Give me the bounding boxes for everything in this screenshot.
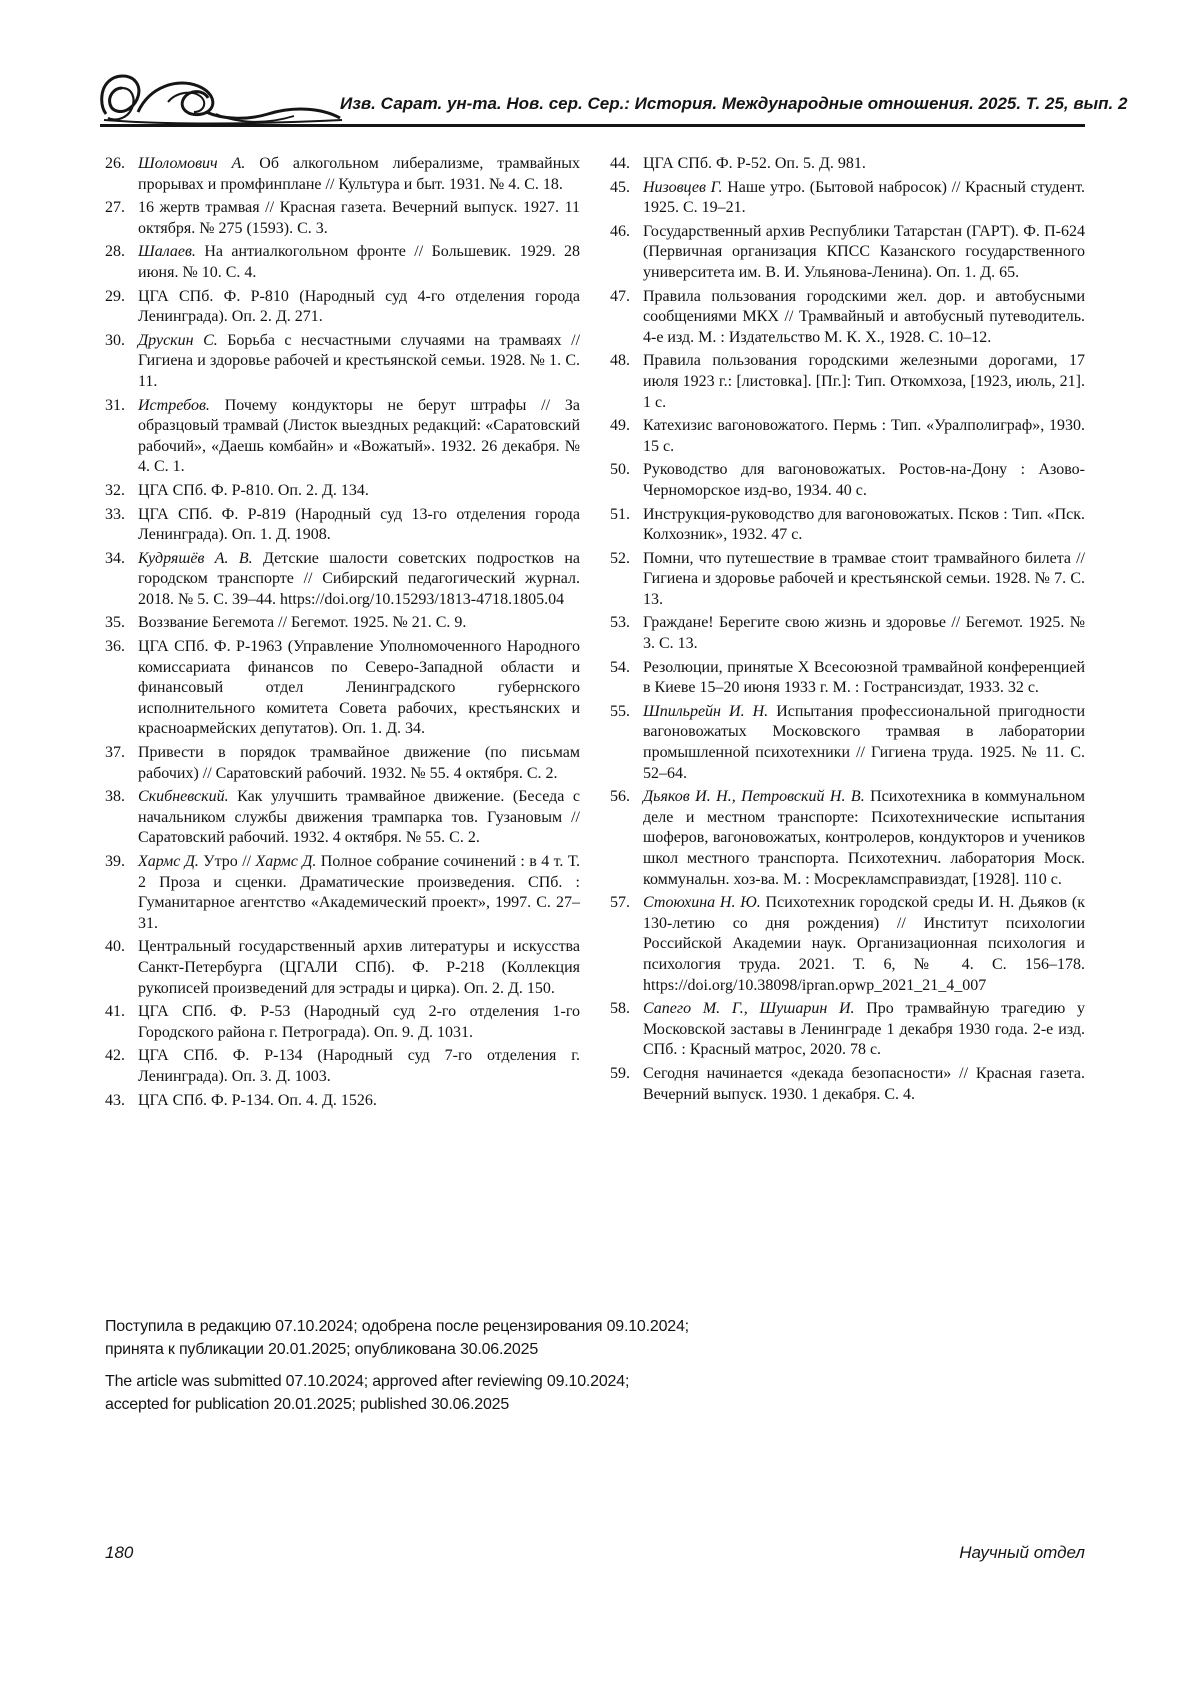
reference-item (105, 613, 580, 634)
reference-text: Привести в порядок трамвайное движение (по письмам рабочих) // Саратовский рабочий. 1932. № 55. 4 октября. С. 2. (138, 744, 580, 782)
reference-text: ЦГА СПб. Ф. Р-52. Оп. 5. Д. 981. (643, 155, 866, 172)
reference-item (610, 505, 1085, 546)
reference-number: 36. (105, 638, 125, 656)
reference-number: 51. (610, 505, 630, 523)
reference-item (610, 1064, 1085, 1105)
dates-en-line1: The article was submitted 07.10.2024; approved after reviewing 09.10.2024; (105, 1373, 630, 1390)
reference-number: 59. (610, 1064, 630, 1082)
reference-item (610, 549, 1085, 611)
reference-number: 38. (105, 788, 125, 806)
reference-item (105, 937, 580, 999)
reference-text: ЦГА СПб. Ф. Р-810. Оп. 2. Д. 134. (138, 481, 369, 499)
reference-text: Истребов. Почему кондукторы не берут штрафы // За образцовый трамвай (Листок выездных редакций: «Саратовский рабочий», «Даешь комбайн» и «Вожатый». 1932. 26 декабря. № 4. С. 1. (138, 396, 580, 476)
reference-text: Шоломович А. Об алкогольном либерализме, трамвайных прорывах и промфинплане // Культура и быт. 1931. № 4. С. 18. (138, 155, 581, 193)
running-footer (105, 1543, 1085, 1563)
reference-number: 55. (610, 702, 630, 720)
reference-item (105, 743, 580, 784)
reference-text: Помни, что путешествие в трамвае стоит трамвайного билета // Гигиена и здоровье рабочей и крестьянской семьи. 1928. № 7. С. 13. (643, 549, 1085, 608)
reference-number: 33. (105, 505, 125, 523)
dates-russian (105, 1315, 1085, 1361)
reference-item (105, 505, 580, 546)
reference-number: 53. (610, 614, 630, 632)
reference-number: 47. (610, 287, 630, 305)
reference-text: ЦГА СПб. Ф. Р-819 (Народный суд 13-го отделения города Ленинграда). Оп. 1. Д. 1908. (138, 505, 580, 544)
reference-number: 37. (105, 744, 125, 762)
dates-en-line2: accepted for publication 20.01.2025; published 30.06.2025 (105, 1396, 510, 1413)
reference-number: 48. (610, 352, 630, 370)
reference-text: Воззвание Бегемота // Бегемот. 1925. № 21. С. 9. (138, 614, 467, 632)
reference-text: ЦГА СПб. Ф. Р-1963 (Управление Уполномоченного Народного комиссариата финансов по Северо-Западной области и финансовый отдел Ленинградского губернского исполнительного комитета Совета рабочих, крестьянских и красноармейских депутатов). Оп. 1. Д. 34. (138, 638, 580, 738)
references-column-left (105, 154, 580, 1114)
reference-number: 45. (610, 178, 630, 196)
reference-number: 39. (105, 853, 125, 870)
reference-text: Шалаев. На антиалкогольном фронте // Большевик. 1929. 28 июня. № 10. С. 4. (138, 243, 580, 281)
reference-text: 16 жертв трамвая // Красная газета. Вечерний выпуск. 1927. 11 октября. № 275 (1593). С. 3. (138, 199, 580, 237)
reference-number: 34. (105, 549, 125, 567)
reference-text: Шпильрейн И. Н. Испытания профессиональной пригодности вагоновожатых Московского трамвая в лаборатории промышленной психотехники // Гигиена труда. 1925. № 11. С. 52–64. (643, 702, 1086, 782)
reference-text: Низовцев Г. Наше утро. (Бытовой набросок) // Красный студент. 1925. С. 19–21. (643, 178, 1086, 217)
reference-text: Сегодня начинается «декада безопасности» // Красная газета. Вечерний выпуск. 1930. 1 декабря. С. 4. (643, 1064, 1085, 1103)
references-list (105, 154, 1085, 1114)
reference-item (105, 331, 580, 393)
reference-item (610, 178, 1085, 219)
reference-text: Граждане! Берегите свою жизнь и здоровье // Бегемот. 1925. № 3. С. 13. (643, 614, 1085, 653)
reference-item (610, 416, 1085, 457)
reference-item (610, 613, 1085, 654)
reference-text: Руководство для вагоновожатых. Ростов-на-Дону : Азово-Черноморское изд-во, 1934. 40 с. (643, 461, 1085, 499)
reference-text: Правила пользования городскими железными дорогами, 17 июля 1923 г.: [листовка]. [Пг.]: Тип. Откомхоза, [1923, июль, 21]. 1 с. (643, 352, 1085, 411)
reference-item (105, 154, 580, 195)
reference-number: 44. (610, 155, 630, 172)
reference-number: 58. (610, 1000, 630, 1018)
reference-item (610, 154, 1085, 175)
page-number: 180 (105, 1543, 134, 1562)
journal-logo-flourish-icon (98, 68, 348, 126)
footer-section-title: Научный отдел (959, 1543, 1085, 1562)
reference-text: Резолюции, принятые X Всесоюзной трамвайной конференцией в Киеве 15–20 июня 1933 г. М. : Гострансиздат, 1933. 32 с. (643, 658, 1085, 697)
reference-number: 57. (610, 894, 630, 912)
reference-text: Центральный государственный архив литературы и искусства Санкт-Петербурга (ЦГАЛИ СПб). Ф. Р-218 (Коллекция рукописей произведений для эстрады и цирка). Оп. 2. Д. 150. (138, 938, 580, 997)
reference-number: 35. (105, 614, 125, 632)
reference-number: 41. (105, 1003, 125, 1021)
reference-item (610, 787, 1085, 890)
reference-number: 28. (105, 243, 125, 261)
reference-number: 27. (105, 199, 125, 217)
reference-item (610, 460, 1085, 501)
reference-number: 29. (105, 287, 125, 305)
reference-number: 43. (105, 1091, 125, 1109)
references-column-right (610, 154, 1085, 1114)
article-dates-block (105, 1315, 1085, 1425)
reference-item (105, 1002, 580, 1043)
reference-item (105, 481, 580, 502)
reference-item (105, 787, 580, 849)
reference-text: Хармс Д. Утро // Хармс Д. Полное собрание сочинений : в 4 т. Т. 2 Проза и сценки. Драматические произведения. СПб. : Гуманитарное агентство «Академический проект», 1997. С. 27–31. (138, 853, 580, 932)
reference-text: Сапего М. Г., Шушарин И. Про трамвайную трагедию у Московской заставы в Ленинграде 1 декабря 1930 года. 2-е изд. СПб. : Красный матрос, 2020. 78 с. (643, 1000, 1085, 1059)
reference-item (105, 242, 580, 283)
reference-text: ЦГА СПб. Ф. Р-134. Оп. 4. Д. 1526. (138, 1091, 377, 1109)
reference-item (610, 351, 1085, 413)
reference-item (105, 852, 580, 934)
reference-number: 26. (105, 155, 125, 172)
reference-text: ЦГА СПб. Ф. Р-53 (Народный суд 2-го отделения 1-го Городского района г. Петрограда). Оп. 9. Д. 1031. (138, 1003, 580, 1041)
reference-item (610, 658, 1085, 699)
reference-number: 54. (610, 658, 630, 676)
reference-item (610, 702, 1085, 784)
dates-ru-line1: Поступила в редакцию 07.10.2024; одобрена после рецензирования 09.10.2024; (105, 1318, 689, 1335)
reference-number: 40. (105, 938, 125, 956)
reference-number: 46. (610, 222, 630, 240)
reference-number: 30. (105, 331, 125, 349)
reference-item (105, 549, 580, 611)
reference-item (610, 222, 1085, 284)
reference-text: Друскин С. Борьба с несчастными случаями на трамваях // Гигиена и здоровье рабочей и крестьянской семьи. 1928. № 1. С. 11. (138, 331, 581, 390)
reference-number: 49. (610, 417, 630, 435)
reference-item (105, 1091, 580, 1112)
reference-number: 32. (105, 481, 125, 499)
reference-text: Государственный архив Республики Татарстан (ГАРТ). Ф. П-624 (Первичная организация КПСС Казанского государственного университета им. В. И. Ульянова-Ленина). Оп. 1. Д. 65. (643, 222, 1085, 281)
reference-item (610, 893, 1085, 996)
reference-text: Катехизис вагоновожатого. Пермь : Тип. «Уралполиграф», 1930. 15 с. (643, 417, 1085, 455)
dates-english (105, 1370, 1085, 1416)
reference-number: 50. (610, 461, 630, 479)
reference-text: Кудряшёв А. В. Детские шалости советских подростков на городском транспорте // Сибирский педагогический журнал. 2018. № 5. С. 39–44. https://doi.org/10.15293/1813-4718.1805.04 (138, 549, 581, 608)
reference-text: Правила пользования городскими жел. дор. и автобусными сообщениями МКХ // Трамвайный и автобусный путеводитель. 4-е изд. М. : Издательство М. К. Х., 1928. С. 10–12. (643, 287, 1085, 346)
reference-text: Скибневский. Как улучшить трамвайное движение. (Беседа с начальником службы движения трампарка тов. Гузановым // Саратовский рабочий. 1932. 4 октября. № 55. С. 2. (138, 788, 580, 847)
reference-item (105, 396, 580, 478)
reference-text: Дьяков И. Н., Петровский Н. В. Психотехника в коммунальном деле и местном транспорте: Психотехнические испытания шоферов, вагоновожатых, контролеров, кондукторов и учеников школ местного транспорта. Психотехнич. лаборатория Моск. коммунальн. хоз-ва. М. : Мосрекламсправиздат, [1928]. 110 с. (643, 788, 1086, 888)
reference-item (105, 637, 580, 740)
reference-number: 31. (105, 396, 125, 414)
reference-number: 42. (105, 1047, 125, 1065)
reference-text: Инструкция-руководство для вагоновожатых. Псков : Тип. «Пск. Колхозник», 1932. 47 с. (643, 505, 1085, 544)
reference-number: 52. (610, 549, 630, 567)
reference-item (610, 999, 1085, 1061)
reference-number: 56. (610, 788, 630, 806)
reference-text: ЦГА СПб. Ф. Р-134 (Народный суд 7-го отделения г. Ленинграда). Оп. 3. Д. 1003. (138, 1047, 580, 1085)
journal-header-line: Изв. Сарат. ун-та. Нов. сер. Сер.: История. Международные отношения. 2025. Т. 25, вып. 2 (340, 94, 1128, 113)
header-rule (100, 124, 1085, 127)
reference-text: Стоюхина Н. Ю. Психотехник городской среды И. Н. Дьяков (к 130-летию со дня рождения) // Институт психологии Российской Академии наук. Организационная психология и психология труда. 2021. Т. 6, № 4. С. 156–178. https://doi.org/10.38098/ipran.opwp_2021_21_4_007 (643, 894, 1086, 994)
dates-ru-line2: принята к публикации 20.01.2025; опубликована 30.06.2025 (105, 1341, 539, 1358)
reference-item (105, 287, 580, 328)
reference-item (105, 198, 580, 239)
reference-item (105, 1046, 580, 1087)
reference-text: ЦГА СПб. Ф. Р-810 (Народный суд 4-го отделения города Ленинграда). Оп. 2. Д. 271. (138, 287, 580, 326)
reference-item (610, 287, 1085, 349)
